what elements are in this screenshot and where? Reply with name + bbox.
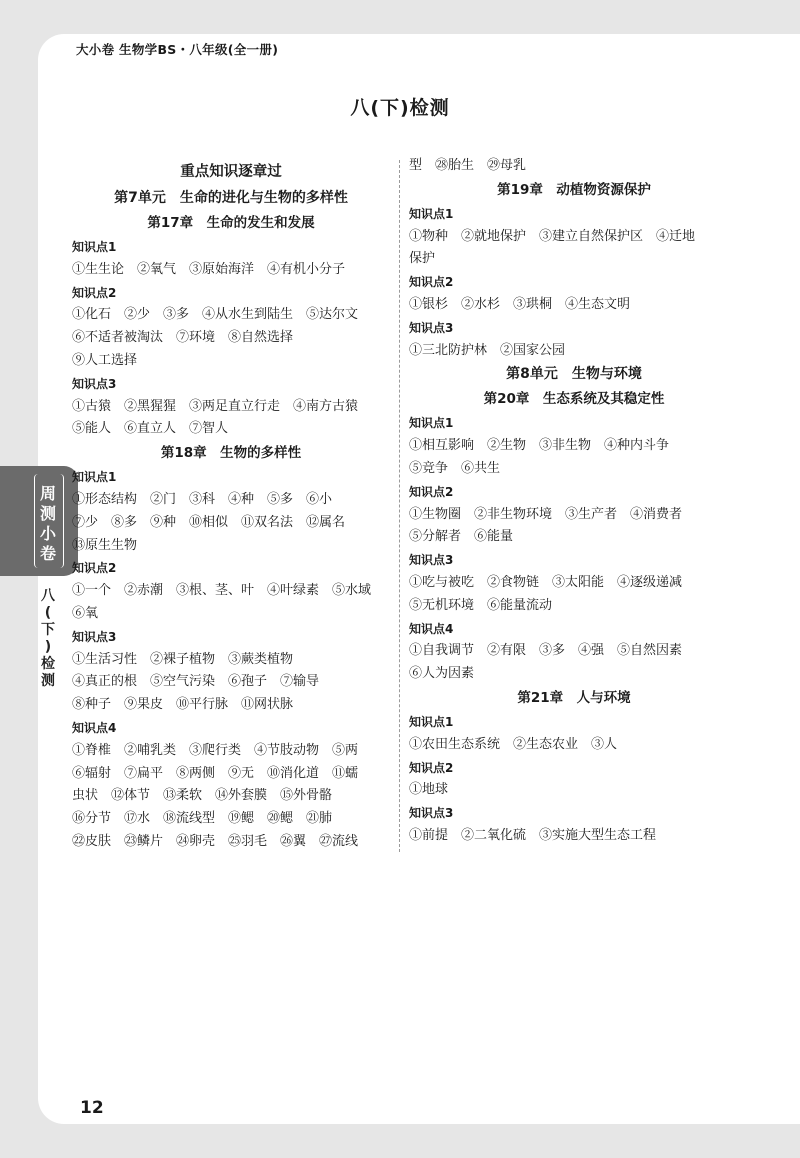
- knowledge-point-label: 知识点3: [409, 553, 454, 568]
- answer-line: ⑦少 ⑧多 ⑨种 ⑩相似 ⑪双名法 ⑫属名: [72, 514, 346, 530]
- answer-line: ⑬原生生物: [72, 537, 138, 553]
- knowledge-point-label: 知识点3: [409, 806, 454, 821]
- side-label-char: 检: [41, 656, 55, 672]
- knowledge-point-label: 知识点3: [72, 629, 117, 644]
- knowledge-point-label: 知识点2: [409, 275, 454, 290]
- answer-line: ①地球: [409, 782, 449, 798]
- answer-line: ①相互影响 ②生物 ③非生物 ④种内斗争: [409, 438, 670, 454]
- knowledge-point-label: 知识点1: [409, 714, 454, 729]
- side-tab-title-char: 周: [39, 484, 56, 503]
- answer-line: ⑤能人 ⑥直立人 ⑦智人: [72, 421, 229, 437]
- side-tab: [0, 466, 78, 576]
- page-title: 八(下)检测: [350, 97, 450, 119]
- answer-line: ⑯分节 ⑰水 ⑱流线型 ⑲鳃 ⑳鳃 ㉑肺: [72, 811, 333, 827]
- answer-line: ⑥人为因素: [409, 666, 475, 682]
- page-number: 12: [80, 1098, 104, 1118]
- answer-line: ⑤竞争 ⑥共生: [409, 460, 501, 476]
- chapter-heading: 第18章 生物的多样性: [160, 445, 302, 462]
- side-tab-title-char: 卷: [39, 544, 56, 563]
- unit-heading: 第7单元 生命的进化与生物的多样性: [114, 190, 348, 206]
- answer-line: ④真正的根 ⑤空气污染 ⑥孢子 ⑦输导: [72, 674, 320, 690]
- side-tab-title: [36, 484, 60, 564]
- answer-line: ⑥不适者被淘汰 ⑦环境 ⑧自然选择: [72, 330, 294, 346]
- book-header: 大小卷 生物学BS・八年级(全一册): [76, 42, 279, 57]
- answer-line: ①形态结构 ②门 ③科 ④种 ⑤多 ⑥小: [72, 491, 333, 507]
- answer-line: ①农田生态系统 ②生态农业 ③人: [409, 736, 618, 752]
- answer-line: ①物种 ②就地保护 ③建立自然保护区 ④迁地: [409, 228, 696, 244]
- answer-line: ⑧种子 ⑨果皮 ⑩平行脉 ⑪网状脉: [72, 697, 294, 713]
- answer-line: ①一个 ②赤潮 ③根、茎、叶 ④叶绿素 ⑤水域: [72, 583, 372, 599]
- knowledge-point-label: 知识点1: [409, 416, 454, 431]
- answer-line: ①吃与被吃 ②食物链 ③太阳能 ④逐级递减: [409, 574, 683, 590]
- answer-line: ⑤无机环境 ⑥能量流动: [409, 597, 553, 613]
- side-tab-title-char: 小: [39, 524, 56, 543]
- knowledge-point-label: 知识点1: [72, 470, 117, 485]
- chapter-heading: 第17章 生命的发生和发展: [147, 215, 315, 231]
- answer-line: ①三北防护林 ②国家公园: [409, 342, 566, 358]
- knowledge-point-label: 知识点4: [409, 621, 454, 636]
- column-divider: [399, 160, 400, 852]
- answer-line: ①化石 ②少 ③多 ④从水生到陆生 ⑤达尔文: [72, 307, 359, 323]
- answer-line: ①前提 ②二氧化硫 ③实施大型生态工程: [409, 827, 657, 843]
- knowledge-point-label: 知识点3: [72, 376, 117, 391]
- answer-line: ①脊椎 ②哺乳类 ③爬行类 ④节肢动物 ⑤两: [72, 742, 359, 758]
- knowledge-point-label: 知识点2: [72, 285, 117, 300]
- side-label: [38, 588, 58, 690]
- answer-line: ⑤分解者 ⑥能量: [409, 529, 514, 545]
- side-label-char: 八: [41, 588, 55, 604]
- knowledge-point-label: 知识点1: [409, 206, 454, 221]
- chapter-heading: 第21章 人与环境: [517, 689, 631, 706]
- side-label-char: 下: [41, 622, 55, 638]
- left-column: [72, 158, 390, 854]
- knowledge-point-label: 知识点3: [409, 320, 454, 335]
- answer-line: ①生活习性 ②裸子植物 ③蕨类植物: [72, 651, 294, 667]
- chapter-heading: 第19章 动植物资源保护: [497, 181, 651, 198]
- answer-line: ①古猿 ②黑猩猩 ③两足直立行走 ④南方古猿: [72, 398, 359, 414]
- side-label-char: ): [44, 639, 52, 655]
- answer-line: ⑥氧: [72, 605, 99, 621]
- unit-heading: 第8单元 生物与环境: [506, 366, 642, 383]
- side-label-char: (: [44, 605, 52, 621]
- answer-line: 型 ㉘胎生 ㉙母乳: [409, 158, 527, 173]
- knowledge-point-label: 知识点2: [409, 760, 454, 775]
- chapter-heading: 第20章 生态系统及其稳定性: [483, 391, 665, 408]
- knowledge-point-label: 知识点2: [72, 561, 117, 576]
- answer-line: ①生生论 ②氧气 ③原始海洋 ④有机小分子: [72, 261, 346, 277]
- answer-line: 保护: [409, 251, 436, 267]
- answer-line: ㉒皮肤 ㉓鳞片 ㉔卵壳 ㉕羽毛 ㉖翼 ㉗流线: [72, 833, 359, 849]
- section-title: 重点知识逐章过: [180, 164, 282, 180]
- knowledge-point-label: 知识点4: [72, 720, 117, 735]
- answer-line: ⑥辐射 ⑦扁平 ⑧两侧 ⑨无 ⑩消化道 ⑪蠕: [72, 765, 359, 781]
- answer-line: ⑨人工选择: [72, 352, 138, 368]
- knowledge-point-label: 知识点2: [409, 484, 454, 499]
- right-column: [409, 155, 739, 848]
- knowledge-point-label: 知识点1: [72, 240, 117, 254]
- answer-line: ①生物圈 ②非生物环境 ③生产者 ④消费者: [409, 506, 683, 522]
- side-label-char: 测: [41, 673, 55, 689]
- answer-line: 虫状 ⑫体节 ⑬柔软 ⑭外套膜 ⑮外骨骼: [72, 788, 333, 804]
- side-tab-title-char: 测: [39, 504, 56, 523]
- answer-line: ①银杉 ②水杉 ③珙桐 ④生态文明: [409, 296, 631, 312]
- answer-line: ①自我调节 ②有限 ③多 ④强 ⑤自然因素: [409, 643, 683, 659]
